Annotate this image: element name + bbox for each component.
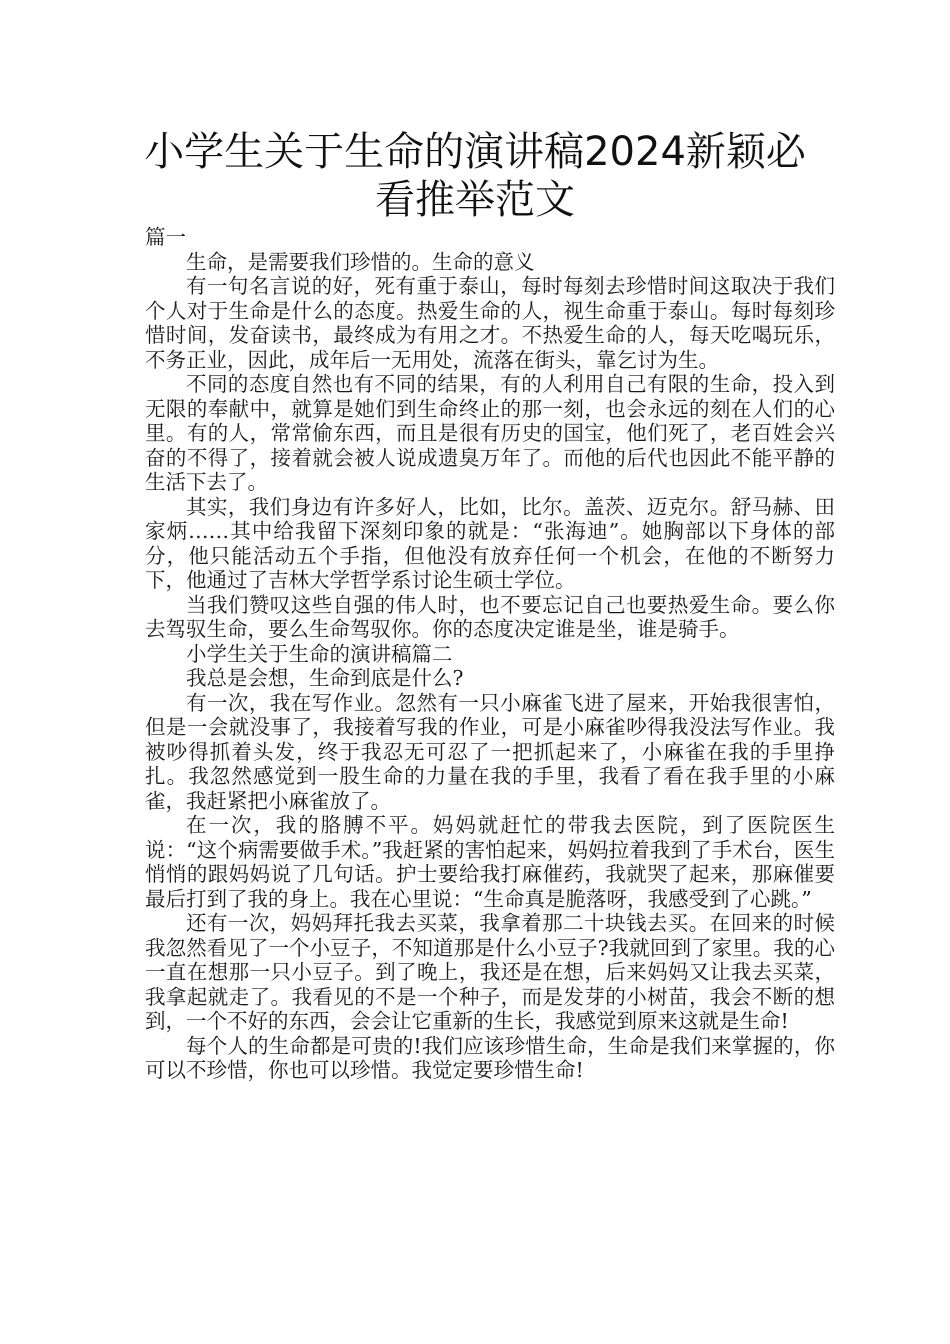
paragraph: 有一句名言说的好，死有重于泰山，每时每刻去珍惜时间这取决于我们个人对于生命是什么的态度。热爱生命的人，视生命重于泰山。每时每刻珍惜时间，发奋读书，最终成为有用之才。不热爱生命的人，每天吃喝玩乐，不务正业，因此，成年后一无用处，流落在街头，靠乞讨为生。 <box>145 274 835 372</box>
paragraph: 有一次，我在写作业。忽然有一只小麻雀飞进了屋来，开始我很害怕，但是一会就没事了，我接着写我的作业，可是小麻雀吵得我没法写作业。我被吵得抓着头发，终于我忍无可忍了一把抓起来了，小麻雀在我的手里挣扎。我忽然感觉到一股生命的力量在我的手里，我看了看在我手里的小麻雀，我赶紧把小麻雀放了。 <box>145 690 835 813</box>
paragraph: 其实，我们身边有许多好人，比如，比尔。盖茨、迈克尔。舒马赫、田家炳……其中给我留下深刻印象的就是：“张海迪”。她胸部以下身体的部分，他只能活动五个手指，但他没有放弃任何一个机会，在他的不断努力下，他通过了吉林大学哲学系讨论生硕士学位。 <box>145 494 835 592</box>
paragraph: 我总是会想，生命到底是什么? <box>186 666 464 690</box>
title-line-1: 小学生关于生命的演讲稿2024新颖必 <box>144 129 806 175</box>
paragraph: 不同的态度自然也有不同的结果，有的人利用自己有限的生命，投入到无限的奉献中，就算是她们到生命终止的那一刻，也会永远的刻在人们的心里。有的人，常常偷东西，而且是很有历史的国宝，他们死了，老百姓会兴奋的不得了，接着就会被人说成遗臭万年了。而他的后代也因此不能平静的生活下去了。 <box>145 372 835 494</box>
paragraph: 还有一次，妈妈拜托我去买菜，我拿着那二十块钱去买。在回来的时候我忽然看见了一个小豆子，不知道那是什么小豆子?我就回到了家里。我的心一直在想那一只小豆子。到了晚上，我还是在想，后来妈妈又让我去买菜，我拿起就走了。我看见的不是一个种子，而是发芽的小树苗，我会不断的想到，一个不好的东西，会会让它重新的生长，我感觉到原来这就是生命! <box>145 911 835 1033</box>
document-body <box>145 225 835 1083</box>
section-label: 篇一 <box>145 225 186 249</box>
paragraph: 当我们赞叹这些自强的伟人时，也不要忘记自己也要热爱生命。要么你去驾驭生命，要么生命驾驭你。你的态度决定谁是坐，谁是骑手。 <box>145 592 835 641</box>
paragraph: 生命，是需要我们珍惜的。生命的意义 <box>186 249 535 274</box>
paragraph: 每个人的生命都是可贵的!我们应该珍惜生命，生命是我们来掌握的，你可以不珍惜，你也可以珍惜。我觉定要珍惜生命! <box>145 1033 835 1082</box>
section-heading: 小学生关于生命的演讲稿篇二 <box>186 641 453 666</box>
title-line-2: 看推举范文 <box>375 177 575 223</box>
document-title <box>100 128 850 224</box>
paragraph: 在一次，我的胳膊不平。妈妈就赶忙的带我去医院，到了医院医生说：“这个病需要做手术。”我赶紧的害怕起来，妈妈拉着我到了手术台，医生悄悄的跟妈妈说了几句话。护士要给我打麻催药，我就哭了起来，那麻催要最后打到了我的身上。我在心里说：“生命真是脆落呀，我感受到了心跳。” <box>145 813 835 911</box>
